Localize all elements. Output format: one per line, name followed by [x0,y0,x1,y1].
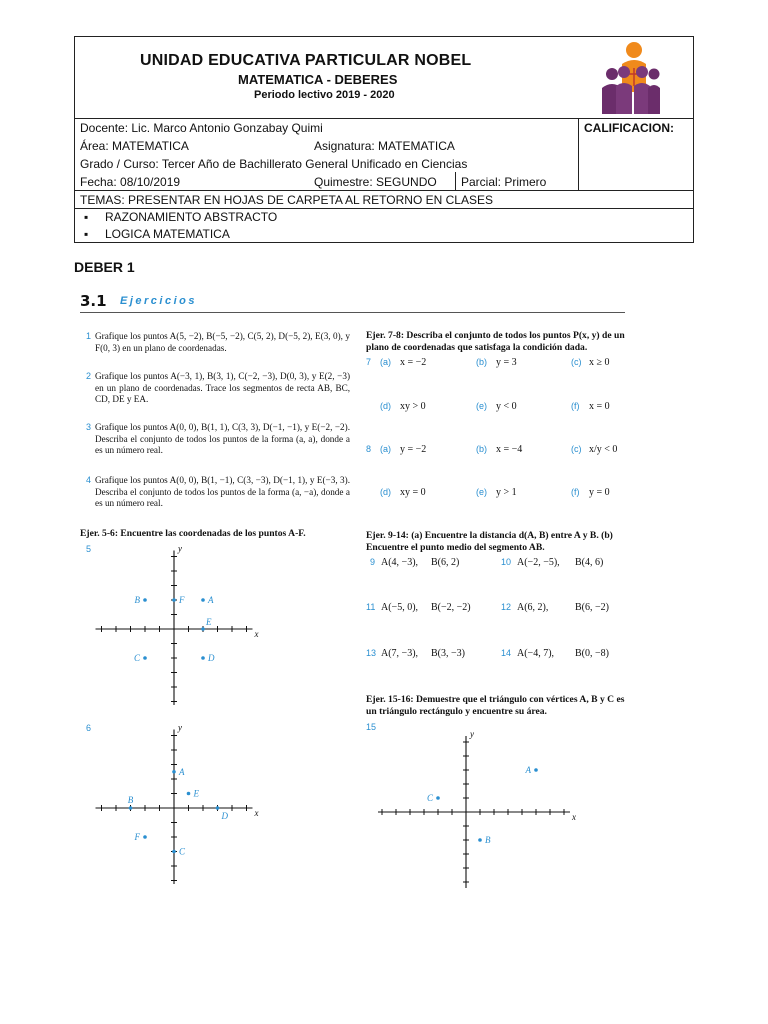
point-label: C [179,846,186,857]
item-expr: xy > 0 [400,401,426,412]
item-expr: x = −4 [496,444,523,455]
ex56-heading: Ejer. 5-6: Encuentre las coordenadas de los puntos A-F. [80,528,306,539]
exercise-number: 8 [366,444,372,454]
point-label: D [208,653,215,663]
point-marker [143,835,147,839]
point-a: A(−4, 7), [517,648,555,659]
item-expr: y = 0 [589,487,610,498]
parcial-text: Parcial: Primero [461,175,547,189]
exercise-text: Grafique los puntos A(0, 0), B(1, 1), C(3, 3), D(−1, −1), y E(−2, −2). Describa el conjunto de todos los puntos de la forma (a, a), donde a es un número real. [95,422,350,455]
ex78-heading: Ejer. 7-8: Describa el conjunto de todos los puntos P(x, y) de un plano de coordenadas que satisfaga la condición dada. [366,330,625,353]
point-marker [201,656,205,660]
item-expr: y < 0 [496,401,517,412]
point-marker [534,768,538,772]
item-expr: y = 3 [496,357,517,368]
subject-title: MATEMATICA - DEBERES [238,72,398,87]
exercise-number: 3 [86,422,92,432]
y-axis-label: y [178,545,182,554]
item-expr: x = 0 [589,401,610,412]
point-a: A(6, 2), [517,602,549,613]
point-marker [187,792,191,796]
item-expr: x = −2 [400,357,427,368]
point-b: B(3, −3) [431,648,465,659]
quimestre-text: Quimestre: SEGUNDO [314,175,437,189]
point-b: B(4, 6) [575,557,604,568]
exercise-text: Grafique los puntos A(5, −2), B(−5, −2), C(5, 2), D(−5, 2), E(3, 0), y F(0, 3) en un plano de coordenadas. [95,331,350,353]
exercise-number: 11 [366,602,376,612]
ex1516-heading: Ejer. 15-16: Demuestre que el triángulo con vértices A, B y C es un triángulo rectángulo y encuentre su área. [366,694,625,717]
graph-number: 6 [86,723,92,733]
bullet-2: ▪ LOGICA MATEMATICA [84,227,230,241]
item-label: (f) [571,401,580,411]
point-marker [172,850,176,854]
exercise-number: 2 [86,371,92,381]
point-label: A [208,595,214,605]
item-expr: y > 1 [496,487,517,498]
exercise-number: 4 [86,475,92,485]
point-marker [172,770,176,774]
parcial-divider [455,172,456,190]
item-label: (c) [571,357,582,367]
point-b: B(0, −8) [575,648,609,659]
coordinate-plane-5 [90,545,270,705]
point-label: D [221,811,228,821]
item-label: (a) [380,444,391,454]
exercise-number: 13 [366,648,377,658]
school-name: UNIDAD EDUCATIVA PARTICULAR NOBEL [140,52,472,69]
point-marker [436,796,440,800]
ex914-heading: Ejer. 9-14: (a) Encuentre la distancia d(A, B) entre A y B. (b) Encuentre el punto medio del segmento AB. [366,530,613,553]
item-label: (d) [380,487,391,497]
point-label: E [193,788,199,799]
x-axis-label: x [254,808,259,818]
item-label: (a) [380,357,391,367]
graph-number: 15 [366,722,377,732]
period-text: Periodo lectivo 2019 - 2020 [254,89,395,101]
coordinate-plane-6 [90,724,270,884]
point-b: B(6, 2) [431,557,460,568]
point-a: A(7, −3), [381,648,419,659]
item-expr: xy = 0 [400,487,426,498]
asignatura-text: Asignatura: MATEMATICA [314,139,455,153]
point-label: C [133,653,140,663]
point-label: F [179,595,185,605]
point-marker [478,838,482,842]
grade-divider [578,118,579,190]
exercise-number: 12 [501,602,512,612]
item-expr: x ≥ 0 [589,357,610,368]
fecha-text: Fecha: 08/10/2019 [80,175,181,189]
grado-text: Grado / Curso: Tercer Año de Bachillerato General Unificado en Ciencias [80,157,468,171]
deber-title: DEBER 1 [74,259,135,275]
point-label: B [134,595,140,605]
point-marker [172,598,176,602]
section-title: Ejercicios [120,295,197,307]
bullets-divider [74,208,694,209]
coordinate-plane-15 [378,724,583,894]
point-label: B [485,835,491,845]
point-a: A(−2, −5), [517,557,560,568]
temas-divider [74,190,694,191]
item-expr: x/y < 0 [589,444,618,455]
bullet-1: ▪ RAZONAMIENTO ABSTRACTO [84,210,278,224]
point-marker [143,598,147,602]
y-axis-label: y [178,724,182,733]
item-label: (d) [380,401,391,411]
point-label: E [206,617,212,627]
item-label: (f) [571,487,580,497]
area-text: Área: MATEMATICA [80,139,189,153]
exercise-number: 10 [501,557,512,567]
exercise-text: Grafique los puntos A(0, 0), B(1, −1), C(3, −3), D(−1, 1), y E(−3, 3). Describa el conjunto de todos los puntos de la forma (a, −a), donde a es un número real. [95,475,350,508]
point-label: A [179,766,185,777]
point-marker [201,627,205,631]
header-divider [74,118,694,119]
point-marker [216,806,220,810]
school-logo [598,40,660,116]
item-label: (e) [476,401,487,411]
point-marker [143,656,147,660]
section-rule [80,312,625,313]
exercise-number: 9 [370,557,376,567]
point-marker [129,806,133,810]
exercise-number: 7 [366,357,372,367]
item-label: (b) [476,444,487,454]
exercise-number: 14 [501,648,512,658]
item-expr: y = −2 [400,444,427,455]
item-label: (c) [571,444,582,454]
point-marker [201,598,205,602]
point-label: B [127,795,134,805]
point-b: B(−2, −2) [431,602,471,613]
exercise-text: Grafique los puntos A(−3, 1), B(3, 1), C(−2, −3), D(0, 3), y E(2, −3) en un plano de coordenadas. Trace los segmentos de recta AB, BC, CD, DE y EA. [95,371,350,404]
x-axis-label: x [572,812,576,822]
point-b: B(6, −2) [575,602,609,613]
point-label: A [525,765,531,775]
point-a: A(4, −3), [381,557,419,568]
calificacion-label: CALIFICACION: [584,121,674,135]
graph-number: 5 [86,544,92,554]
exercise-number: 1 [86,331,92,341]
item-label: (e) [476,487,487,497]
x-axis-label: x [254,629,259,639]
temas-text: TEMAS: PRESENTAR EN HOJAS DE CARPETA AL RETORNO EN CLASES [80,193,493,207]
section-number: 3.1 [80,292,107,310]
docente-text: Docente: Lic. Marco Antonio Gonzabay Quimi [80,121,323,135]
point-label: F [134,832,140,842]
y-axis-label: y [470,729,474,739]
point-a: A(−5, 0), [381,602,419,613]
point-label: C [426,793,433,803]
item-label: (b) [476,357,487,367]
